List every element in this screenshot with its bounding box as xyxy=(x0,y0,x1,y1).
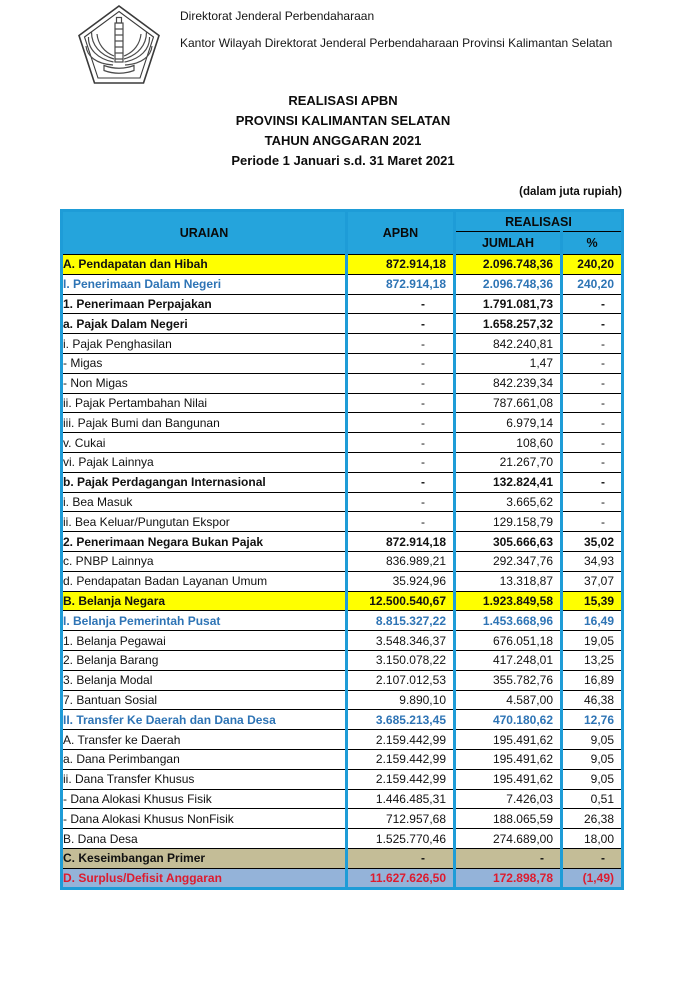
row-pct-cell: 9,05 xyxy=(562,730,623,750)
column-header-jumlah: JUMLAH xyxy=(455,232,562,255)
row-apbn-cell: - xyxy=(347,393,455,413)
row-apbn-cell: 2.159.442,99 xyxy=(347,749,455,769)
row-label-cell: C. Keseimbangan Primer xyxy=(62,848,347,868)
row-jumlah-cell: 1.791.081,73 xyxy=(455,294,562,314)
row-jumlah-cell: 274.689,00 xyxy=(455,829,562,849)
letterhead-line2: Kantor Wilayah Direktorat Jenderal Perbendaharaan Provinsi Kalimantan Selatan xyxy=(180,36,613,50)
row-jumlah-cell: 292.347,76 xyxy=(455,551,562,571)
row-pct-cell: - xyxy=(562,334,623,354)
row-pct-cell: - xyxy=(562,393,623,413)
row-jumlah-cell: 676.051,18 xyxy=(455,631,562,651)
row-label-cell: - Migas xyxy=(62,353,347,373)
table-row xyxy=(62,868,623,888)
row-label-cell: - Dana Alokasi Khusus NonFisik xyxy=(62,809,347,829)
table-row xyxy=(62,829,623,849)
row-apbn-cell: - xyxy=(347,452,455,472)
report-title xyxy=(0,91,686,171)
row-pct-cell: - xyxy=(562,413,623,433)
row-jumlah-cell: 132.824,41 xyxy=(455,472,562,492)
row-pct-cell: - xyxy=(562,848,623,868)
column-header-apbn: APBN xyxy=(347,211,455,255)
table-row xyxy=(62,294,623,314)
row-apbn-cell: 3.548.346,37 xyxy=(347,631,455,651)
row-jumlah-cell: 195.491,62 xyxy=(455,769,562,789)
table-row xyxy=(62,611,623,631)
kemenkeu-logo xyxy=(76,4,162,88)
row-label-cell: - Dana Alokasi Khusus Fisik xyxy=(62,789,347,809)
row-jumlah-cell: 2.096.748,36 xyxy=(455,255,562,275)
table-row xyxy=(62,492,623,512)
row-jumlah-cell: 1.453.668,96 xyxy=(455,611,562,631)
row-pct-cell: 37,07 xyxy=(562,571,623,591)
row-jumlah-cell: 1,47 xyxy=(455,353,562,373)
row-pct-cell: 240,20 xyxy=(562,255,623,275)
row-label-cell: c. PNBP Lainnya xyxy=(62,551,347,571)
row-apbn-cell: 35.924,96 xyxy=(347,571,455,591)
table-row xyxy=(62,769,623,789)
row-apbn-cell: 872.914,18 xyxy=(347,274,455,294)
row-jumlah-cell: 3.665,62 xyxy=(455,492,562,512)
report-title-line1: REALISASI APBN xyxy=(288,93,398,108)
row-jumlah-cell: 6.979,14 xyxy=(455,413,562,433)
table-row xyxy=(62,848,623,868)
row-pct-cell: 13,25 xyxy=(562,650,623,670)
row-pct-cell: 26,38 xyxy=(562,809,623,829)
row-label-cell: b. Pajak Perdagangan Internasional xyxy=(62,472,347,492)
table-row xyxy=(62,809,623,829)
row-pct-cell: 12,76 xyxy=(562,710,623,730)
row-jumlah-cell: 842.240,81 xyxy=(455,334,562,354)
row-apbn-cell: - xyxy=(347,848,455,868)
row-jumlah-cell: 305.666,63 xyxy=(455,532,562,552)
table-row xyxy=(62,571,623,591)
row-apbn-cell: 872.914,18 xyxy=(347,532,455,552)
row-pct-cell: - xyxy=(562,512,623,532)
row-label-cell: D. Surplus/Defisit Anggaran xyxy=(62,868,347,888)
row-pct-cell: 16,89 xyxy=(562,670,623,690)
row-label-cell: - Non Migas xyxy=(62,373,347,393)
table-row xyxy=(62,334,623,354)
row-label-cell: i. Pajak Penghasilan xyxy=(62,334,347,354)
row-label-cell: II. Transfer Ke Daerah dan Dana Desa xyxy=(62,710,347,730)
row-pct-cell: - xyxy=(562,472,623,492)
table-row xyxy=(62,710,623,730)
table-row xyxy=(62,690,623,710)
row-jumlah-cell: 21.267,70 xyxy=(455,452,562,472)
row-apbn-cell: - xyxy=(347,294,455,314)
column-header-uraian: URAIAN xyxy=(62,211,347,255)
row-label-cell: i. Bea Masuk xyxy=(62,492,347,512)
column-header-realisasi: REALISASI xyxy=(455,211,623,232)
row-pct-cell: - xyxy=(562,294,623,314)
table-row xyxy=(62,591,623,611)
row-apbn-cell: 2.159.442,99 xyxy=(347,769,455,789)
row-apbn-cell: - xyxy=(347,413,455,433)
row-pct-cell: 16,49 xyxy=(562,611,623,631)
table-row xyxy=(62,433,623,453)
row-jumlah-cell: 1.923.849,58 xyxy=(455,591,562,611)
table-body xyxy=(62,255,623,889)
report-title-line3: TAHUN ANGGARAN 2021 xyxy=(264,133,422,148)
row-label-cell: 1. Penerimaan Perpajakan xyxy=(62,294,347,314)
table-row xyxy=(62,373,623,393)
table-row xyxy=(62,472,623,492)
row-label-cell: iii. Pajak Bumi dan Bangunan xyxy=(62,413,347,433)
row-label-cell: I. Belanja Pemerintah Pusat xyxy=(62,611,347,631)
row-apbn-cell: - xyxy=(347,492,455,512)
row-label-cell: ii. Pajak Pertambahan Nilai xyxy=(62,393,347,413)
row-pct-cell: 19,05 xyxy=(562,631,623,651)
row-jumlah-cell: 172.898,78 xyxy=(455,868,562,888)
row-pct-cell: 46,38 xyxy=(562,690,623,710)
row-label-cell: a. Pajak Dalam Negeri xyxy=(62,314,347,334)
row-jumlah-cell: 13.318,87 xyxy=(455,571,562,591)
row-jumlah-cell: 842.239,34 xyxy=(455,373,562,393)
row-jumlah-cell: 7.426,03 xyxy=(455,789,562,809)
row-label-cell: I. Penerimaan Dalam Negeri xyxy=(62,274,347,294)
row-pct-cell: 34,93 xyxy=(562,551,623,571)
unit-note: (dalam juta rupiah) xyxy=(519,186,622,198)
letterhead xyxy=(180,9,612,50)
row-jumlah-cell: 2.096.748,36 xyxy=(455,274,562,294)
row-pct-cell: 18,00 xyxy=(562,829,623,849)
row-jumlah-cell: 188.065,59 xyxy=(455,809,562,829)
table-row xyxy=(62,650,623,670)
row-label-cell: 2. Penerimaan Negara Bukan Pajak xyxy=(62,532,347,552)
letterhead-line1: Direktorat Jenderal Perbendaharaan xyxy=(180,9,375,23)
row-pct-cell: - xyxy=(562,314,623,334)
row-label-cell: 3. Belanja Modal xyxy=(62,670,347,690)
row-pct-cell: 9,05 xyxy=(562,749,623,769)
table-row xyxy=(62,749,623,769)
row-jumlah-cell: 195.491,62 xyxy=(455,730,562,750)
row-apbn-cell: 11.627.626,50 xyxy=(347,868,455,888)
row-label-cell: B. Belanja Negara xyxy=(62,591,347,611)
row-jumlah-cell: 355.782,76 xyxy=(455,670,562,690)
row-apbn-cell: 9.890,10 xyxy=(347,690,455,710)
row-pct-cell: 15,39 xyxy=(562,591,623,611)
row-pct-cell: - xyxy=(562,492,623,512)
row-apbn-cell: - xyxy=(347,472,455,492)
row-label-cell: A. Pendapatan dan Hibah xyxy=(62,255,347,275)
row-apbn-cell: - xyxy=(347,353,455,373)
row-jumlah-cell: 417.248,01 xyxy=(455,650,562,670)
table-row xyxy=(62,314,623,334)
row-label-cell: vi. Pajak Lainnya xyxy=(62,452,347,472)
row-label-cell: v. Cukai xyxy=(62,433,347,453)
row-pct-cell: - xyxy=(562,373,623,393)
row-apbn-cell: - xyxy=(347,433,455,453)
row-jumlah-cell: 4.587,00 xyxy=(455,690,562,710)
row-apbn-cell: 1.525.770,46 xyxy=(347,829,455,849)
row-label-cell: B. Dana Desa xyxy=(62,829,347,849)
row-label-cell: ii. Dana Transfer Khusus xyxy=(62,769,347,789)
table-row xyxy=(62,512,623,532)
report-title-line4: Periode 1 Januari s.d. 31 Maret 2021 xyxy=(231,153,455,168)
row-pct-cell: - xyxy=(562,353,623,373)
row-apbn-cell: - xyxy=(347,373,455,393)
row-apbn-cell: - xyxy=(347,512,455,532)
row-label-cell: 2. Belanja Barang xyxy=(62,650,347,670)
row-label-cell: 7. Bantuan Sosial xyxy=(62,690,347,710)
row-apbn-cell: 2.159.442,99 xyxy=(347,730,455,750)
row-apbn-cell: 3.685.213,45 xyxy=(347,710,455,730)
row-jumlah-cell: 108,60 xyxy=(455,433,562,453)
row-jumlah-cell: 787.661,08 xyxy=(455,393,562,413)
row-apbn-cell: 836.989,21 xyxy=(347,551,455,571)
table-row xyxy=(62,730,623,750)
row-pct-cell: - xyxy=(562,452,623,472)
table-row xyxy=(62,255,623,275)
row-label-cell: a. Dana Perimbangan xyxy=(62,749,347,769)
row-apbn-cell: 8.815.327,22 xyxy=(347,611,455,631)
row-label-cell: A. Transfer ke Daerah xyxy=(62,730,347,750)
table-row xyxy=(62,393,623,413)
table-row xyxy=(62,551,623,571)
pentagon-emblem-icon xyxy=(76,4,162,88)
table-row xyxy=(62,631,623,651)
row-pct-cell: - xyxy=(562,433,623,453)
row-jumlah-cell: 129.158,79 xyxy=(455,512,562,532)
row-label-cell: ii. Bea Keluar/Pungutan Ekspor xyxy=(62,512,347,532)
row-apbn-cell: 712.957,68 xyxy=(347,809,455,829)
row-pct-cell: 35,02 xyxy=(562,532,623,552)
table-row xyxy=(62,670,623,690)
table-row xyxy=(62,413,623,433)
row-apbn-cell: - xyxy=(347,314,455,334)
column-header-percent: % xyxy=(562,232,623,255)
row-jumlah-cell: - xyxy=(455,848,562,868)
table-row xyxy=(62,532,623,552)
row-apbn-cell: 3.150.078,22 xyxy=(347,650,455,670)
row-apbn-cell: 12.500.540,67 xyxy=(347,591,455,611)
report-title-line2: PROVINSI KALIMANTAN SELATAN xyxy=(235,113,451,128)
row-pct-cell: 240,20 xyxy=(562,274,623,294)
apbn-realization-table xyxy=(60,209,624,890)
table-row xyxy=(62,789,623,809)
table-row xyxy=(62,274,623,294)
row-label-cell: 1. Belanja Pegawai xyxy=(62,631,347,651)
row-label-cell: d. Pendapatan Badan Layanan Umum xyxy=(62,571,347,591)
row-jumlah-cell: 1.658.257,32 xyxy=(455,314,562,334)
row-apbn-cell: 2.107.012,53 xyxy=(347,670,455,690)
row-apbn-cell: - xyxy=(347,334,455,354)
row-pct-cell: 9,05 xyxy=(562,769,623,789)
row-pct-cell: 0,51 xyxy=(562,789,623,809)
table-row xyxy=(62,353,623,373)
row-pct-cell: (1,49) xyxy=(562,868,623,888)
row-jumlah-cell: 470.180,62 xyxy=(455,710,562,730)
row-apbn-cell: 872.914,18 xyxy=(347,255,455,275)
row-jumlah-cell: 195.491,62 xyxy=(455,749,562,769)
table-row xyxy=(62,452,623,472)
row-apbn-cell: 1.446.485,31 xyxy=(347,789,455,809)
